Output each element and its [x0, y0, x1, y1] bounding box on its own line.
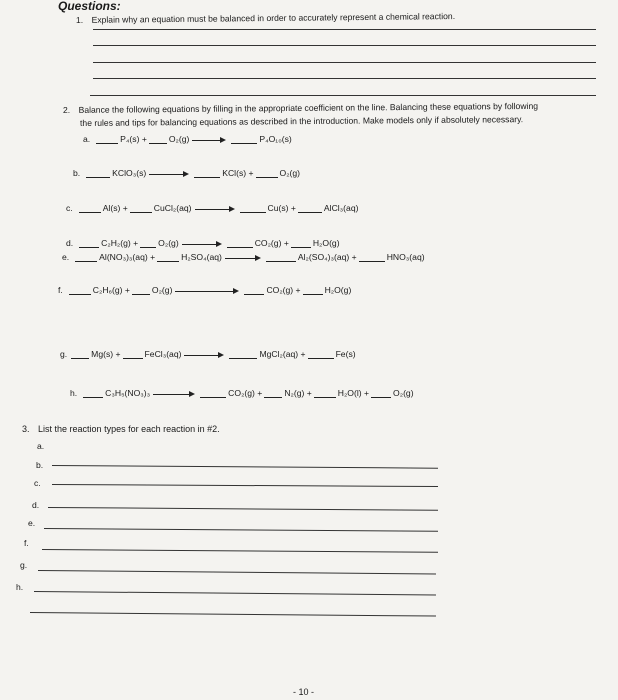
equation-h	[70, 388, 414, 398]
answer-line-1a[interactable]	[93, 29, 596, 30]
answer-line-1b[interactable]	[93, 45, 596, 46]
question-3-text: List the reaction types for each reaction in #2.	[38, 424, 220, 434]
equation-f	[58, 285, 351, 295]
coefficient-blank[interactable]	[227, 238, 253, 248]
species: C₂H₆(g) +	[92, 285, 130, 295]
species: CO₂(g) +	[228, 388, 263, 398]
coefficient-blank[interactable]	[75, 252, 97, 262]
question-3	[22, 424, 220, 434]
coefficient-blank[interactable]	[79, 238, 99, 248]
reaction-arrow-icon	[153, 389, 195, 398]
species: CO₂(g) +	[266, 285, 301, 295]
coefficient-blank[interactable]	[123, 349, 143, 359]
question-2-line1: Balance the following equations by filling in the appropriate coefficient on the line. Balancing these equations by following	[78, 100, 539, 115]
question-2	[63, 101, 538, 115]
species: KClO₃(s)	[112, 168, 147, 178]
equation-a	[83, 134, 292, 144]
coefficient-blank[interactable]	[130, 203, 152, 213]
species: P₄O₁₀(s)	[259, 134, 292, 144]
species: KCl(s) +	[222, 168, 254, 178]
answer-line-3a[interactable]	[52, 465, 438, 469]
species: Mg(s) +	[91, 349, 121, 359]
species: O₂(g)	[151, 285, 173, 295]
coefficient-blank[interactable]	[291, 238, 311, 248]
equation-label: h.	[70, 388, 78, 398]
answer-label-g: g.	[20, 560, 28, 570]
coefficient-blank[interactable]	[149, 134, 167, 144]
coefficient-blank[interactable]	[314, 388, 336, 398]
coefficient-blank[interactable]	[71, 349, 89, 359]
reaction-arrow-icon	[192, 135, 226, 144]
species: H₂O(g)	[312, 238, 340, 248]
coefficient-blank[interactable]	[140, 238, 156, 248]
equation-label: a.	[83, 134, 91, 144]
coefficient-blank[interactable]	[83, 388, 103, 398]
coefficient-blank[interactable]	[244, 285, 264, 295]
answer-label-b: b.	[36, 460, 44, 470]
species: HNO₃(aq)	[386, 252, 425, 262]
species: C₃H₅(NO₃)₃	[105, 388, 151, 398]
answer-label-d: d.	[32, 500, 40, 510]
species: C₂H₂(g) +	[101, 238, 139, 248]
coefficient-blank[interactable]	[256, 168, 278, 178]
answer-label-f: f.	[24, 538, 29, 548]
species: P₄(s) +	[120, 134, 147, 144]
reaction-arrow-icon	[225, 253, 261, 262]
species: Cu(s) +	[267, 203, 296, 213]
species: Al(s) +	[102, 203, 128, 213]
species: Al₂(SO₄)₃(aq) +	[297, 252, 357, 262]
answer-label-a: a.	[37, 441, 45, 451]
equation-e	[62, 252, 425, 262]
answer-line-3f[interactable]	[38, 570, 436, 574]
question-1-number: 1.	[75, 14, 84, 25]
species: CuCl₂(aq)	[153, 203, 192, 213]
coefficient-blank[interactable]	[298, 203, 322, 213]
page-title: Questions:	[58, 0, 121, 13]
answer-line-3d[interactable]	[44, 528, 438, 532]
equation-b	[73, 168, 300, 178]
reaction-arrow-icon	[175, 286, 239, 295]
coefficient-blank[interactable]	[359, 252, 385, 262]
equation-label: e.	[62, 252, 70, 262]
equation-label: f.	[58, 285, 63, 295]
species: MgCl₂(aq) +	[259, 349, 306, 359]
species: Al(NO₃)₃(aq) +	[99, 252, 156, 262]
species: O₂(g)	[158, 238, 179, 248]
answer-label-c: c.	[34, 478, 41, 488]
equation-label: g.	[60, 349, 68, 359]
question-1	[76, 11, 455, 25]
question-1-text: Explain why an equation must be balanced in order to accurately represent a chemical reaction.	[91, 11, 456, 25]
species: O₂(g)	[393, 388, 414, 398]
species: Fe(s)	[335, 349, 356, 359]
species: H₂SO₄(aq)	[181, 252, 222, 262]
species: N₂(g) +	[284, 388, 312, 398]
equation-label: c.	[66, 203, 73, 213]
coefficient-blank[interactable]	[194, 168, 220, 178]
answer-label-h: h.	[16, 582, 24, 592]
answer-line-3b[interactable]	[52, 484, 438, 487]
question-2-number: 2.	[62, 104, 71, 115]
species: H₂O(l) +	[337, 388, 370, 398]
answer-line-3h[interactable]	[30, 612, 436, 617]
equation-d	[66, 238, 340, 248]
reaction-arrow-icon	[149, 169, 189, 178]
species: O₂(g)	[168, 134, 190, 144]
answer-line-3c[interactable]	[48, 507, 438, 511]
species: AlCl₃(aq)	[323, 203, 359, 213]
coefficient-blank[interactable]	[79, 203, 101, 213]
answer-line-3g[interactable]	[34, 591, 436, 596]
answer-line-1c[interactable]	[93, 62, 596, 63]
reaction-arrow-icon	[195, 204, 235, 213]
coefficient-blank[interactable]	[86, 168, 110, 178]
answer-line-1e[interactable]	[90, 95, 596, 96]
coefficient-blank[interactable]	[229, 349, 257, 359]
answer-line-1d[interactable]	[93, 78, 596, 79]
species: H₂O(g)	[324, 285, 352, 295]
coefficient-blank[interactable]	[240, 203, 266, 213]
answer-line-3e[interactable]	[42, 549, 438, 553]
species: CO₂(g) +	[254, 238, 289, 248]
coefficient-blank[interactable]	[96, 134, 118, 144]
coefficient-blank[interactable]	[231, 134, 257, 144]
coefficient-blank[interactable]	[266, 252, 296, 262]
species: FeCl₃(aq)	[144, 349, 182, 359]
equation-g	[60, 349, 356, 359]
equation-label: b.	[73, 168, 81, 178]
coefficient-blank[interactable]	[200, 388, 226, 398]
equation-c	[66, 203, 358, 213]
coefficient-blank[interactable]	[371, 388, 391, 398]
reaction-arrow-icon	[182, 239, 222, 248]
question-2-line2: the rules and tips for balancing equations as described in the introduction. Make models only if absolutely necessary.	[79, 114, 524, 128]
coefficient-blank[interactable]	[69, 285, 91, 295]
answer-label-e: e.	[28, 518, 36, 528]
reaction-arrow-icon	[184, 350, 224, 359]
coefficient-blank[interactable]	[303, 285, 323, 295]
species: O₂(g)	[279, 168, 301, 178]
page-number: - 10 -	[293, 687, 315, 697]
coefficient-blank[interactable]	[157, 252, 179, 262]
coefficient-blank[interactable]	[308, 349, 334, 359]
coefficient-blank[interactable]	[132, 285, 150, 295]
question-3-number: 3.	[22, 424, 30, 434]
equation-label: d.	[66, 238, 74, 248]
coefficient-blank[interactable]	[264, 388, 282, 398]
